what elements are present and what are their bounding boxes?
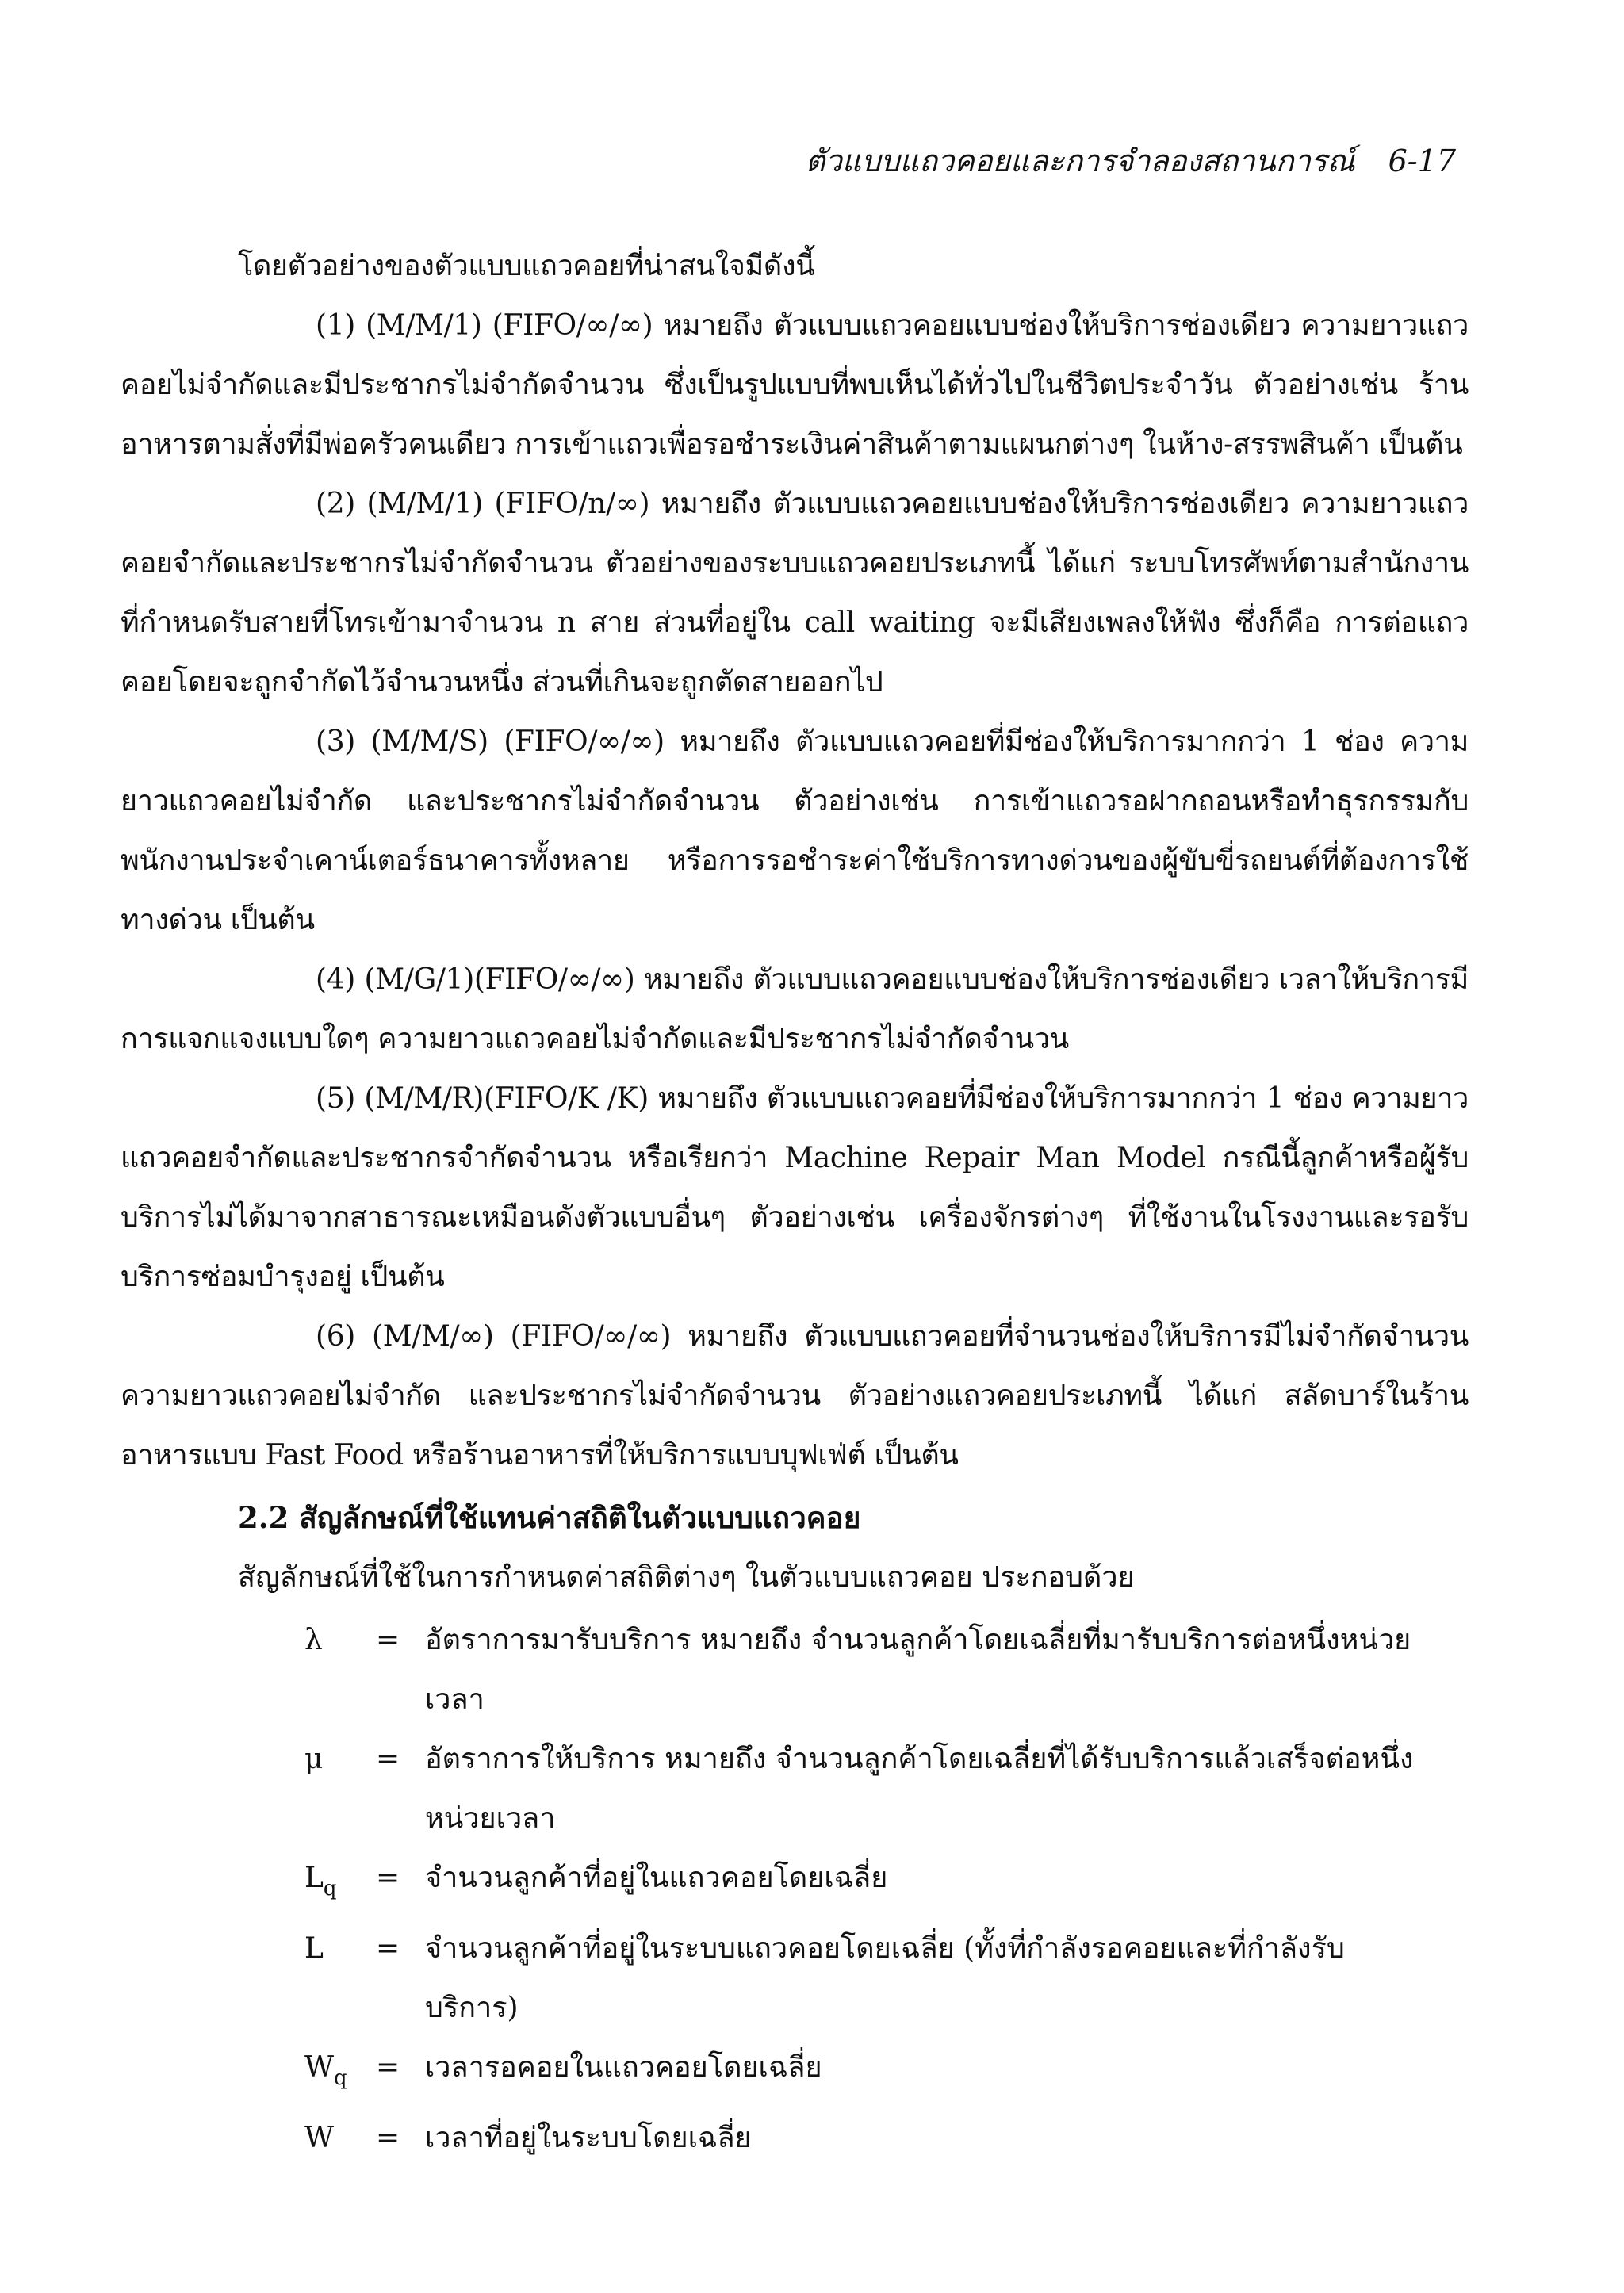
header-title: ตัวแบบแถวคอยและการจำลองสถานการณ์ (805, 144, 1355, 178)
model-paragraph-5: (5) (M/M/R)(FIFO/K /K) หมายถึง ตัวแบบแถวคอยที่มีช่องให้บริการมากกว่า 1 ช่อง ความยาวแถวคอยจำกัดและประชากรจำกัดจำนวน หรือเรียกว่า Machine Repair Man Model กรณีนี้ลูกค้าหรือผู้รับบริการไม่ได้มาจากสาธารณะเหมือนดังตัวแบบอื่นๆ ตัวอย่างเช่น เครื่องจักรต่างๆ ที่ใช้งานในโรงงานและรอรับบริการซ่อมบำรุงอยู่ เป็นต้น (121, 1082, 1469, 1293)
equals-sign: = (376, 2122, 400, 2154)
page-number: 6-17 (1388, 144, 1456, 178)
equals-sign: = (376, 2051, 400, 2084)
equals-sign: = (376, 1624, 400, 1656)
model-paragraph-6: (6) (M/M/∞) (FIFO/∞/∞) หมายถึง ตัวแบบแถวคอยที่จำนวนช่องให้บริการมีไม่จำกัดจำนวน ความยาวแถวคอยไม่จำกัด และประชากรไม่จำกัดจำนวน ตัวอย่างแถวคอยประเภทนี้ ได้แก่ สลัดบาร์ในร้านอาหารแบบ Fast Food หรือร้านอาหารที่ให้บริการแบบบุฟเฟ่ต์ เป็นต้น (121, 1320, 1469, 1472)
running-header (806, 136, 1456, 185)
model-paragraph-4: (4) (M/G/1)(FIFO/∞/∞) หมายถึง ตัวแบบแถวคอยแบบช่องให้บริการช่องเดียว เวลาให้บริการมีการแจกแจงแบบใดๆ ความยาวแถวคอยไม่จำกัดและมีประชากรไม่จำกัดจำนวน (121, 963, 1469, 1055)
body-text (121, 236, 1469, 2179)
symbol-row (121, 1610, 1469, 1729)
symbol: μ (304, 1743, 324, 1775)
model-paragraph-1: (1) (M/M/1) (FIFO/∞/∞) หมายถึง ตัวแบบแถวคอยแบบช่องให้บริการช่องเดียว ความยาวแถวคอยไม่จำกัดและมีประชากรไม่จำกัดจำนวน ซึ่งเป็นรูปแบบที่พบเห็นได้ทั่วไปในชีวิตประจำวัน ตัวอย่างเช่น ร้านอาหารตามสั่งที่มีพ่อครัวคนเดียว การเข้าแถวเพื่อรอชำระเงินค่าสินค้าตามแผนกต่างๆ ในห้าง-สรรพสินค้า เป็นต้น (121, 309, 1469, 461)
symbol-row (121, 1848, 1469, 1919)
symbol-row (121, 2108, 1469, 2179)
symbol-definition: เวลารอคอยในแถวคอยโดยเฉลี่ย (425, 2051, 822, 2084)
equals-sign: = (376, 1932, 400, 1965)
section-intro: สัญลักษณ์ที่ใช้ในการกำหนดค่าสถิติต่างๆ ในตัวแบบแถวคอย ประกอบด้วย (238, 1561, 1135, 1594)
symbol-definition: จำนวนลูกค้าที่อยู่ในระบบแถวคอยโดยเฉลี่ย (ทั้งที่กำลังรอคอยและที่กำลังรับบริการ) (425, 1932, 1345, 2024)
symbol: W (304, 2122, 335, 2154)
symbol-row (121, 1919, 1469, 2038)
symbol-definition: อัตราการมารับบริการ หมายถึง จำนวนลูกค้าโดยเฉลี่ยที่มารับบริการต่อหนึ่งหน่วยเวลา (425, 1624, 1411, 1716)
equals-sign: = (376, 1862, 400, 1894)
symbol: $W_q$ (304, 2051, 347, 2090)
symbol-row (121, 2038, 1469, 2108)
symbol-row (121, 1729, 1469, 1848)
section-heading: 2.2 สัญลักษณ์ที่ใช้แทนค่าสถิติในตัวแบบแถวคอย (238, 1500, 861, 1535)
equals-sign: = (376, 1743, 400, 1775)
symbol: L (304, 1932, 324, 1965)
symbol-definition: จำนวนลูกค้าที่อยู่ในแถวคอยโดยเฉลี่ย (425, 1862, 888, 1894)
model-paragraph-2: (2) (M/M/1) (FIFO/n/∞) หมายถึง ตัวแบบแถวคอยแบบช่องให้บริการช่องเดียว ความยาวแถวคอยจำกัดและประชากรไม่จำกัดจำนวน ตัวอย่างของระบบแถวคอยประเภทนี้ ได้แก่ ระบบโทรศัพท์ตามสำนักงานที่กำหนดรับสายที่โทรเข้ามาจำนวน n สาย ส่วนที่อยู่ใน call waiting จะมีเสียงเพลงให้ฟัง ซึ่งก็คือ การต่อแถวคอยโดยจะถูกจำกัดไว้จำนวนหนึ่ง ส่วนที่เกินจะถูกตัดสายออกไป (121, 488, 1469, 699)
symbol-definition: เวลาที่อยู่ในระบบโดยเฉลี่ย (425, 2122, 752, 2154)
intro-paragraph: โดยตัวอย่างของตัวแบบแถวคอยที่น่าสนใจมีดังนี้ (238, 250, 815, 282)
symbol-list (121, 1610, 1469, 2179)
symbol-definition: อัตราการให้บริการ หมายถึง จำนวนลูกค้าโดยเฉลี่ยที่ได้รับบริการแล้วเสร็จต่อหนึ่งหน่วยเวลา (425, 1743, 1414, 1835)
symbol: λ (304, 1624, 323, 1656)
symbol: $L_q$ (304, 1862, 337, 1901)
model-paragraph-3: (3) (M/M/S) (FIFO/∞/∞) หมายถึง ตัวแบบแถวคอยที่มีช่องให้บริการมากกว่า 1 ช่อง ความยาวแถวคอยไม่จำกัด และประชากรไม่จำกัดจำนวน ตัวอย่างเช่น การเข้าแถวรอฝากถอนหรือทำธุรกรรมกับพนักงานประจำเคาน์เตอร์ธนาคารทั้งหลาย หรือการรอชำระค่าใช้บริการทางด่วนของผู้ขับขี่รถยนต์ที่ต้องการใช้ทางด่วน เป็นต้น (121, 725, 1469, 936)
